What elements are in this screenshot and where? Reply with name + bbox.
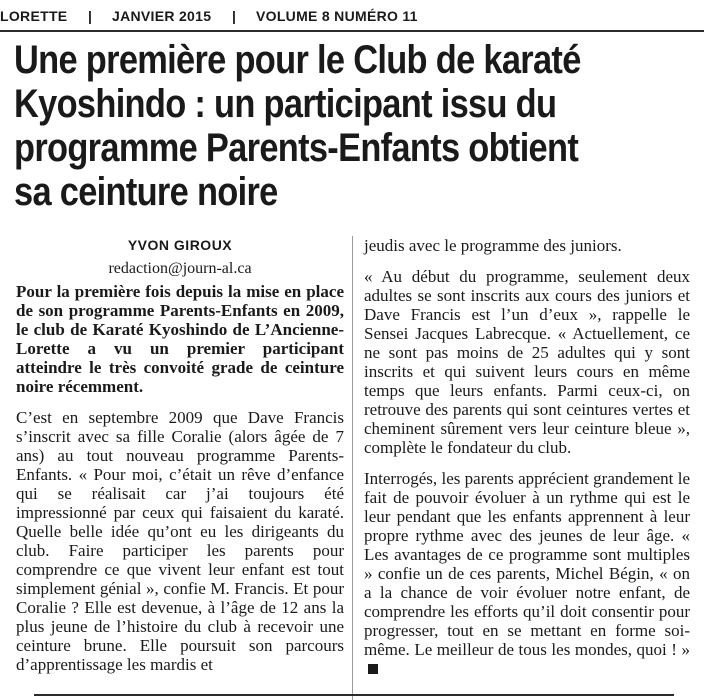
masthead: [0, 6, 704, 26]
masthead-separator: |: [232, 8, 237, 24]
body-paragraph-final: [364, 469, 690, 678]
headline-line: Une première pour le Club de karaté: [14, 38, 581, 82]
final-paragraph-text: Interrogés, les parents apprécient grandement le fait de pouvoir évoluer à un rythme qui est le leur pendant que les enfants apprennent à leur propre rythme avec des jeunes de leur âge. « Les avantages de ce programme sont multiples » confie un de ces parents, Michel Bégin, « on a la chance de voir évoluer notre enfant, de comprendre les efforts qu’il doit consentir pour progresser, tout en se mettant en forme soi-même. Le meilleur de tous les mondes, quoi ! »: [364, 469, 690, 659]
header-rule: [0, 30, 704, 32]
article-column-left: [16, 234, 344, 674]
article-column-right: [364, 236, 690, 678]
masthead-town: LORETTE: [0, 8, 68, 24]
author-email: redaction@journ-al.ca: [108, 260, 252, 277]
headline-line: Kyoshindo : un participant issu du: [14, 82, 557, 126]
lead-paragraph: Pour la première fois depuis la mise en place de son programme Parents-Enfants en 2009, le club de Karaté Kyoshindo de L’Ancienne-Lorette a vu un premier participant atteindre le très convoité grade de ceinture noire récemment.: [16, 282, 344, 396]
masthead-volume: VOLUME 8 NUMÉRO 11: [256, 8, 418, 24]
headline-line: programme Parents-Enfants obtient: [14, 126, 579, 170]
byline: YVON GIROUX: [127, 237, 233, 253]
masthead-separator: |: [88, 8, 93, 24]
headline-line: sa ceinture noire: [14, 170, 278, 214]
article-headline: [14, 38, 599, 214]
footer-rule: [34, 694, 674, 696]
column-divider: [352, 236, 353, 700]
body-paragraph: jeudis avec le programme des juniors.: [364, 236, 622, 255]
body-paragraph: « Au début du programme, seulement deux adultes se sont inscrits aux cours des juniors et Dave Francis est l’un d’eux », rappelle le Sensei Jacques Labrecque. « Actuellement, ce ne sont pas moins de 25 adultes qui y sont inscrits et qui suivent leurs cours en même temps que leurs enfants. Parmi ceux-ci, on retrouve des parents qui sont ceintures vertes et cheminent sûrement vers leur ceinture bleue », complète le fondateur du club.: [364, 267, 690, 457]
body-paragraph: C’est en septembre 2009 que Dave Francis s’inscrit avec sa fille Coralie (alors âgée de 7 ans) au tout nouveau programme Parents-Enfants. « Pour moi, c’était un rêve d’enfance qui se réalisait car j’ai toujours été impressionné par ceux qui faisaient du karaté. Quelle belle idée qu’ont eu les dirigeants du club. Faire participer les parents pour comprendre ce que vivent leur enfant est tout simplement génial », confie M. Francis. Et pour Coralie ? Elle est devenue, à l’âge de 12 ans la plus jeune de l’histoire du club à recevoir une ceinture brune. Elle poursuit son parcours d’apprentissage les mardis et: [16, 408, 344, 674]
masthead-date: JANVIER 2015: [112, 8, 212, 24]
end-of-article-mark: [368, 664, 378, 674]
